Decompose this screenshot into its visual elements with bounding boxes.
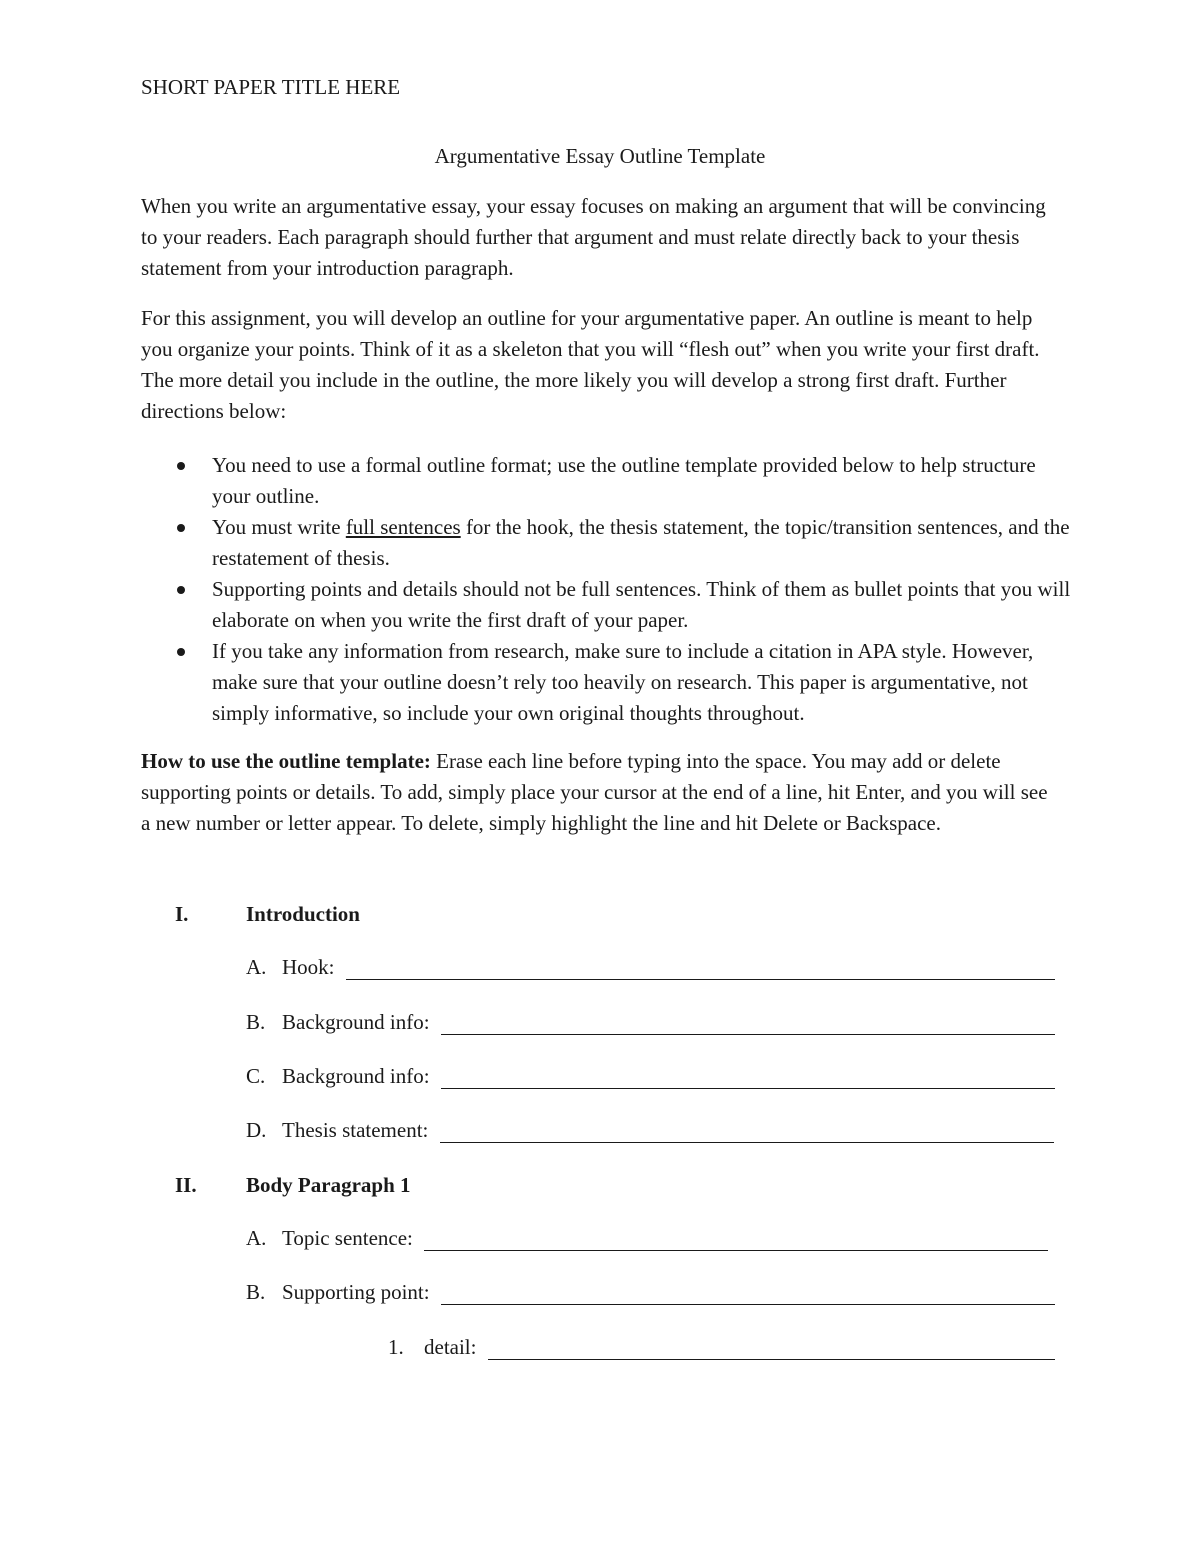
bullet-icon xyxy=(177,586,185,594)
item-label: Hook: xyxy=(282,955,340,979)
how-to-text: Erase each line before typing into the space. You may add or delete supporting points or details. To add, simply place your cursor at the end of a line, hit Enter, and you will see a new number or letter appear. To delete, simply highlight the line and hit Delete or Backspace. xyxy=(141,749,1048,835)
list-item xyxy=(141,450,1071,512)
bullet-text: You need to use a formal outline format; use the outline template provided below to help structure your outline. xyxy=(212,453,1036,508)
bullet-text-pre: You must write xyxy=(212,515,346,539)
bullet-text: If you take any information from research, make sure to include a citation in APA style. However, make sure that your outline doesn’t rely too heavily on research. This paper is argumentative, not simply informative, so include your own original thoughts throughout. xyxy=(212,639,1034,725)
fill-in-line[interactable] xyxy=(441,1282,1055,1305)
section-heading: Body Paragraph 1 xyxy=(246,1173,411,1197)
item-letter: A. xyxy=(246,1226,267,1250)
fill-in-line[interactable] xyxy=(440,1120,1054,1143)
how-to-heading: How to use the outline template: xyxy=(141,749,431,773)
outline-item-hook xyxy=(246,955,1055,980)
item-label: detail: xyxy=(424,1335,482,1359)
outline-item-background-1 xyxy=(246,1010,1055,1035)
fill-in-line[interactable] xyxy=(441,1066,1055,1089)
item-number: 1. xyxy=(388,1335,404,1359)
section-numeral: II. xyxy=(175,1173,197,1197)
how-to-paragraph xyxy=(141,746,1061,839)
underlined-phrase: full sentences xyxy=(345,515,461,539)
item-letter: A. xyxy=(246,955,267,979)
fill-in-line[interactable] xyxy=(441,1012,1055,1035)
intro-paragraph-2: For this assignment, you will develop an outline for your argumentative paper. An outline is meant to help you organize your points. Think of it as a skeleton that you will “flesh out” when you write your first draft. The more detail you include in the outline, the more likely you will develop a strong first draft. Further directions below: xyxy=(141,306,1040,423)
document-title: Argumentative Essay Outline Template xyxy=(434,144,766,168)
item-letter: D. xyxy=(246,1118,267,1142)
bullet-icon xyxy=(177,524,185,532)
outline-item-supporting-point xyxy=(246,1280,1055,1305)
fill-in-line[interactable] xyxy=(424,1228,1048,1251)
outline-item-thesis xyxy=(246,1118,1054,1143)
list-item xyxy=(141,574,1071,636)
bullet-icon xyxy=(177,462,185,470)
item-label: Background info: xyxy=(282,1064,435,1088)
outline-item-background-2 xyxy=(246,1064,1055,1089)
fill-in-line[interactable] xyxy=(346,957,1055,980)
item-label: Topic sentence: xyxy=(282,1226,419,1250)
outline-section-introduction xyxy=(175,902,360,927)
item-label: Background info: xyxy=(282,1010,435,1034)
directions-list xyxy=(141,450,1071,729)
section-heading: Introduction xyxy=(246,902,360,926)
running-head: SHORT PAPER TITLE HERE xyxy=(141,75,401,99)
list-item xyxy=(141,512,1071,574)
item-letter: C. xyxy=(246,1064,266,1088)
bullet-icon xyxy=(177,648,185,656)
outline-item-topic-sentence xyxy=(246,1226,1048,1251)
item-letter: B. xyxy=(246,1280,266,1304)
item-label: Supporting point: xyxy=(282,1280,435,1304)
item-letter: B. xyxy=(246,1010,266,1034)
bullet-text-post: for the hook, the thesis statement, the topic/transition sentences, and the restatement of thesis. xyxy=(212,515,1070,570)
intro-paragraph-1: When you write an argumentative essay, your essay focuses on making an argument that will be convincing to your readers. Each paragraph should further that argument and must relate directly back to your thesis statement from your introduction paragraph. xyxy=(141,194,1046,280)
bullet-text: Supporting points and details should not be full sentences. Think of them as bullet points that you will elaborate on when you write the first draft of your paper. xyxy=(212,577,1071,632)
section-numeral: I. xyxy=(175,902,189,926)
outline-section-body-paragraph-1 xyxy=(175,1173,411,1198)
list-item xyxy=(141,636,1071,729)
fill-in-line[interactable] xyxy=(488,1337,1055,1360)
outline-item-detail xyxy=(388,1335,1055,1360)
item-label: Thesis statement: xyxy=(282,1118,434,1142)
